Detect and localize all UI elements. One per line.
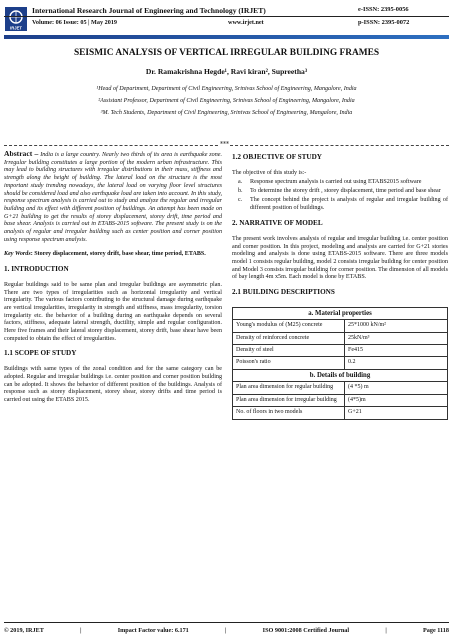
table-row: Plan area dimension for regular building (4 *5) m (233, 382, 448, 394)
e-issn: e-ISSN: 2395-0056 (358, 6, 409, 13)
objective-list (232, 179, 448, 212)
abstract (4, 150, 222, 244)
table-row: Density of reinforced concrete 25kN/m³ (233, 332, 448, 344)
list-item: c. The concept behind the project is analysis of regular and irregular building of different position of buildings. (238, 196, 448, 211)
separator-stars: *** (220, 141, 229, 148)
footer-divider: | (225, 627, 227, 634)
footer-page: Page 1118 (422, 627, 449, 634)
intro-text: Regular buildings said to be same plan and irregular buildings are asymmetric plan. There are two types of irregularities such as horizontal irregularity and vertical irregularity. The various factors contributing to the structural damage during earthquake are vertical irregularities, irregularity in strength and stiffness, mass irregularity, torsion irregularity etc. the behavior of a building during an earthquake depends on several factors, stiffness, adequate lateral strength, ductility, simple and regular configuration. Here five frames and their lateral storey displacement, storey drift, base shear have been computed to obtain the effect of irregularities. (4, 281, 222, 342)
table-row: Poisson's ratio 0.2 (233, 357, 448, 369)
journal-header (0, 0, 453, 42)
table-row: Plan area dimension for irregular building (4*5)m (233, 394, 448, 406)
header-rule (4, 16, 449, 17)
scope-heading: 1.1 SCOPE OF STUDY (4, 349, 77, 358)
material-caption: a. Material properties (233, 307, 448, 319)
list-item: b. To determine the storey drift , storey displacement, time period and base shear (238, 188, 441, 195)
affiliation-2: ²Assistant Professor, Department of Civil Engineering, Srinivas School of Engineering, Mangalore, India (98, 98, 355, 104)
header-color-bar (4, 35, 449, 39)
objective-intro: The objective of this study is:- (232, 169, 307, 176)
footer-iso: ISO 9001:2008 Certified Journal (262, 627, 350, 634)
building-description-table (232, 307, 448, 420)
affiliation-3: ³M. Tech Students, Department of Civil Engineering, Srinivas School of Engineering, Mangalore, India (100, 110, 353, 116)
footer-divider: | (385, 627, 387, 634)
objective-heading: 1.2 OBJECTIVE OF STUDY (232, 153, 322, 161)
footer-copyright: © 2019, IRJET (4, 627, 44, 634)
keywords (4, 251, 222, 259)
abstract-text: India is a large country. Nearly two thirds of its area is earthquake zone. Irregular building constitutes a large portion of the modern urban infrastructure. This may lead to building structures with irregular distributions in their mass, stiffness and strength along the height of building. The lateral load on the structure is the most important study trending nowadays, the lateral load on varying floor level structures should be considered load and also earthquake load are taken into account. In this study, response spectrum analysis is carried out to study and analyze the regular and irregular building and its effect with different position of buildings. An attempt has been made on G+21 building to get the results of storey displacement, storey drift, time period and base shear. Analysis is carried out in ETABS-2015 software. The present study is on the analysis of regular and irregular building such as center position and corner position using response spectrum analysis. (4, 152, 222, 243)
narrative-heading: 2. NARRATIVE OF MODEL (232, 219, 323, 228)
page-footer (4, 622, 449, 634)
descriptions-heading: 2.1 BUILDING DESCRIPTIONS (232, 288, 335, 297)
keywords-text: : Storey displacement, storey drift, base shear, time period, ETABS. (30, 251, 206, 258)
left-column (4, 150, 222, 412)
journal-volume: Volume: 06 Issue: 05 | May 2019 (32, 19, 118, 26)
journal-url[interactable]: www.irjet.net (228, 19, 264, 26)
scope-text: Buildings with same types of the zonal condition and for the same category can be adopted. Regular and irregular buildings i.e. center position and corner position building can be adopted. It shows the behavior of different position of the buildings. Analysis of response such as storey displacement, storey shear, storey drifts and time period is carried out using the ETABS 2015. (4, 366, 222, 403)
intro-heading: 1. INTRODUCTION (4, 265, 69, 274)
list-item: a. Response spectrum analysis is carried out using ETABS2015 software (238, 179, 422, 186)
paper-authors: Dr. Ramakrishna Hegde¹, Ravi kiran², Supreetha³ (145, 67, 308, 76)
table-row: Density of steel Fe415 (233, 345, 448, 357)
keywords-label: Key Words (4, 251, 31, 258)
affiliation-1: ¹Head of Department, Department of Civil Engineering, Srinivas School of Engineering, Mangalore, India (96, 86, 357, 92)
footer-divider: | (80, 627, 82, 634)
footer-impact: Impact Factor value: 6.171 (117, 627, 189, 634)
table-row: No. of floors in two models G+21 (233, 407, 448, 419)
building-caption: b. Details of building (233, 369, 448, 381)
svg-text:IRJET: IRJET (10, 25, 22, 31)
irjet-logo-icon (4, 6, 28, 32)
right-column (232, 150, 448, 420)
table-row: Young's modulus of (M25) concrete 25*1000 kN/m² (233, 320, 448, 332)
journal-title: International Research Journal of Engineering and Technology (IRJET) (32, 6, 266, 15)
narrative-text: The present work involves analysis of regular and irregular building i.e. center position and corner position. In this project, modeling and analysis are carried for G+21 stories modeling and analysis is done using ETABS-2015 software. There are three models model 1 consists regular building, model 2 consists irregular building for center position and Model 3 consists irregular building for corner position. The dimension of all models of bay length 4m x5m. Each model is done by ETABS. (232, 235, 448, 281)
paper-title: SEISMIC ANALYSIS OF VERTICAL IRREGULAR BUILDING FRAMES (73, 48, 380, 58)
abstract-label: Abstract – (4, 149, 39, 158)
p-issn: p-ISSN: 2395-0072 (358, 19, 410, 26)
